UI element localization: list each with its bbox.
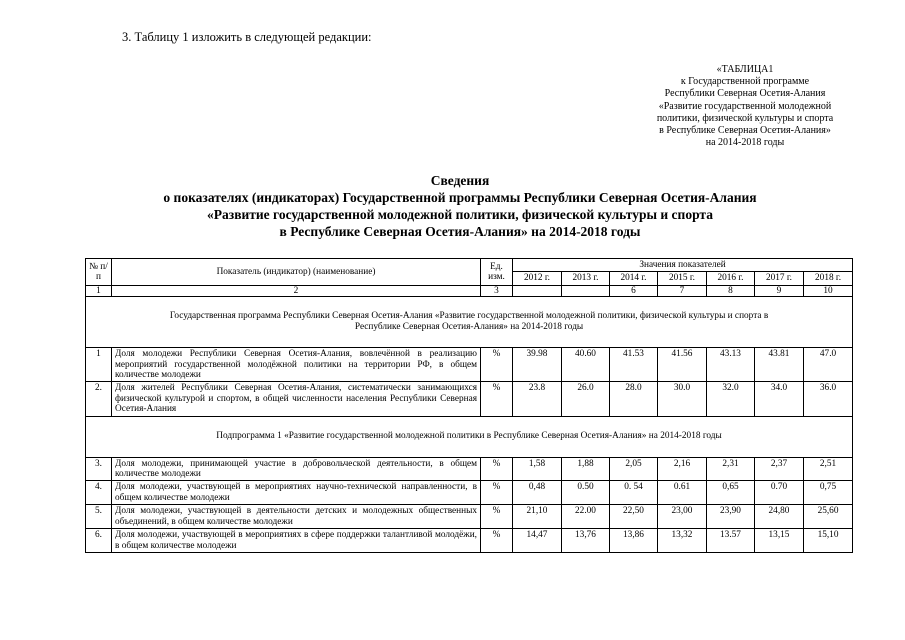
index-cell: 8 xyxy=(707,285,755,296)
row-value: 0,75 xyxy=(804,481,853,505)
row-value: 13,15 xyxy=(755,529,804,553)
row-value: 13,32 xyxy=(658,529,707,553)
row-value: 24,80 xyxy=(755,505,804,529)
intro-text: 3. Таблицу 1 изложить в следующей редакции: xyxy=(122,30,372,44)
row-value: 2,31 xyxy=(707,457,755,481)
index-cell: 7 xyxy=(658,285,707,296)
section-heading: Подпрограмма 1 «Развитие государственной молодежной политики в Республике Северная Осетия-Алания» на 2014-2018 годы xyxy=(86,416,853,457)
table-row xyxy=(86,505,853,529)
row-value: 23,00 xyxy=(658,505,707,529)
row-number: 2. xyxy=(86,382,112,416)
row-indicator: Доля молодежи, участвующей в мероприятиях научно-технической направленности, в общем количестве молодежи xyxy=(112,481,481,505)
column-index-row xyxy=(86,285,853,296)
header-indicator: Показатель (индикатор) (наименование) xyxy=(112,259,481,286)
index-cell: 3 xyxy=(481,285,513,296)
row-value: 25,60 xyxy=(804,505,853,529)
index-cell: 9 xyxy=(755,285,804,296)
row-value: 2,51 xyxy=(804,457,853,481)
header-year: 2018 г. xyxy=(804,272,853,285)
row-unit: % xyxy=(481,457,513,481)
row-unit: % xyxy=(481,505,513,529)
caption-line: в Республике Северная Осетия-Алания» xyxy=(659,125,831,137)
row-indicator: Доля молодежи, участвующей в деятельности детских и молодежных общественных объединений, в общем количестве молодежи xyxy=(112,505,481,529)
header-year: 2015 г. xyxy=(658,272,707,285)
caption-line: «Развитие государственной молодежной xyxy=(658,100,832,112)
header-number: № п/п xyxy=(86,259,112,286)
header-year: 2017 г. xyxy=(755,272,804,285)
row-value: 22.00 xyxy=(562,505,610,529)
row-value: 15,10 xyxy=(804,529,853,553)
row-value: 30.0 xyxy=(658,382,707,416)
row-number: 3. xyxy=(86,457,112,481)
table-row xyxy=(86,529,853,553)
row-value: 13.57 xyxy=(707,529,755,553)
caption-line: политики, физической культуры и спорта xyxy=(656,112,834,124)
header-unit: Ед. изм. xyxy=(481,259,513,286)
title-line: о показателях (индикаторах) Государственной программы Республики Северная Осетия-Алания xyxy=(163,190,757,205)
row-value: 13,86 xyxy=(610,529,658,553)
row-value: 23.8 xyxy=(513,382,562,416)
row-value: 2,05 xyxy=(610,457,658,481)
row-value: 22,50 xyxy=(610,505,658,529)
index-cell: 6 xyxy=(610,285,658,296)
title-line: «Развитие государственной молодежной политики, физической культуры и спорта xyxy=(207,207,713,222)
row-value: 43.81 xyxy=(755,348,804,382)
header-year: 2014 г. xyxy=(610,272,658,285)
row-value: 0,65 xyxy=(707,481,755,505)
table-row xyxy=(86,348,853,382)
table-row xyxy=(86,457,853,481)
section-heading: Государственная программа Республики Северная Осетия-Алания «Развитие государственной молодежной политики, физической культуры и спорта в Республике Северная Осетия-Алания» на 2014-2018 годы xyxy=(86,297,853,348)
row-value: 32.0 xyxy=(707,382,755,416)
table-row xyxy=(86,382,853,416)
row-unit: % xyxy=(481,348,513,382)
row-value: 26.0 xyxy=(562,382,610,416)
row-value: 39.98 xyxy=(513,348,562,382)
title-line: Сведения xyxy=(430,173,490,188)
table-caption xyxy=(610,64,880,149)
caption-line: на 2014-2018 годы xyxy=(705,137,785,149)
row-unit: % xyxy=(481,481,513,505)
index-cell xyxy=(513,285,562,296)
header-year: 2016 г. xyxy=(707,272,755,285)
row-value: 2,37 xyxy=(755,457,804,481)
row-value: 28.0 xyxy=(610,382,658,416)
index-cell: 2 xyxy=(112,285,481,296)
row-number: 4. xyxy=(86,481,112,505)
index-cell: 1 xyxy=(86,285,112,296)
row-value: 47.0 xyxy=(804,348,853,382)
row-value: 21,10 xyxy=(513,505,562,529)
caption-line: к Государственной программе xyxy=(680,76,810,88)
row-value: 13,76 xyxy=(562,529,610,553)
row-value: 41.53 xyxy=(610,348,658,382)
row-value: 14,47 xyxy=(513,529,562,553)
row-indicator: Доля молодежи, принимающей участие в добровольческой деятельности, в общем количестве молодежи xyxy=(112,457,481,481)
row-number: 1 xyxy=(86,348,112,382)
row-number: 5. xyxy=(86,505,112,529)
row-unit: % xyxy=(481,529,513,553)
caption-line: «ТАБЛИЦА1 xyxy=(716,64,774,75)
row-value: 0.61 xyxy=(658,481,707,505)
row-value: 34.0 xyxy=(755,382,804,416)
row-value: 23,90 xyxy=(707,505,755,529)
row-indicator: Доля молодежи, участвующей в мероприятиях в сфере поддержки талантливой молодёжи, в общем количестве молодежи xyxy=(112,529,481,553)
row-value: 1,58 xyxy=(513,457,562,481)
row-indicator: Доля молодежи Республики Северная Осетия-Алания, вовлечённой в реализацию мероприятий государственной молодёжной политики на территории РФ, в общем количестве молодежи xyxy=(112,348,481,382)
row-number: 6. xyxy=(86,529,112,553)
document-title xyxy=(60,172,860,240)
row-value: 2,16 xyxy=(658,457,707,481)
header-year: 2013 г. xyxy=(562,272,610,285)
title-line: в Республике Северная Осетия-Алания» на 2014-2018 годы xyxy=(279,224,641,239)
row-value: 0,48 xyxy=(513,481,562,505)
header-values: Значения показателей xyxy=(513,259,853,272)
index-cell: 10 xyxy=(804,285,853,296)
row-value: 36.0 xyxy=(804,382,853,416)
row-value: 0.70 xyxy=(755,481,804,505)
indicators-table xyxy=(85,258,853,553)
row-value: 43.13 xyxy=(707,348,755,382)
row-value: 1,88 xyxy=(562,457,610,481)
row-unit: % xyxy=(481,382,513,416)
row-value: 0. 54 xyxy=(610,481,658,505)
row-value: 0.50 xyxy=(562,481,610,505)
header-year: 2012 г. xyxy=(513,272,562,285)
caption-line: Республики Северная Осетия-Алания xyxy=(664,88,826,100)
index-cell xyxy=(562,285,610,296)
row-value: 41.56 xyxy=(658,348,707,382)
table-row xyxy=(86,481,853,505)
row-value: 40.60 xyxy=(562,348,610,382)
row-indicator: Доля жителей Республики Северная Осетия-Алания, систематически занимающихся физической культурой и спортом, в общей численности населения Республики Северная Осетия-Алания xyxy=(112,382,481,416)
